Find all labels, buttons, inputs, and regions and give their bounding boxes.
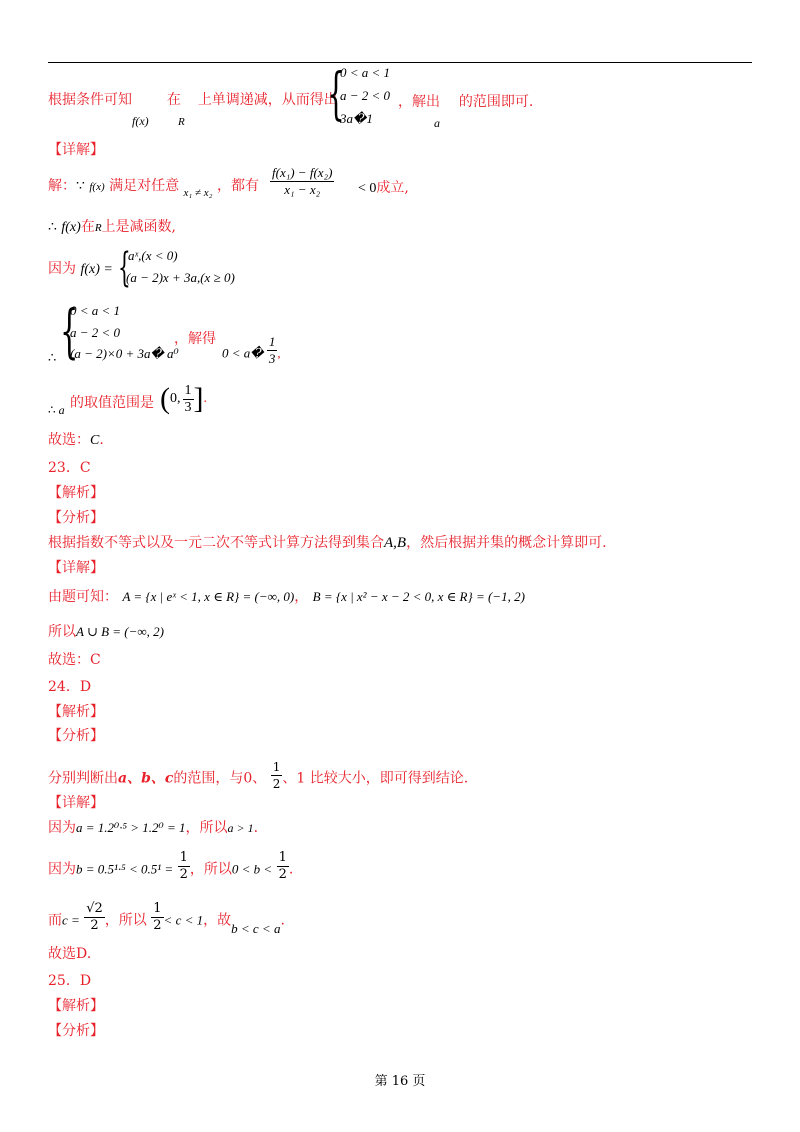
q24-analysis: 分别判断出a、b、c的范围，与0、 $\frac{1}{2}$ 、1 比较大小，即可得到结论.: [48, 760, 469, 791]
analysis-tail: ，解出 的范围即可.: [398, 94, 534, 110]
q24-fenxi: 【分析】: [48, 728, 104, 744]
header-rule: [48, 62, 752, 63]
q25-number: 25．D: [48, 973, 92, 989]
system2-row-2: a − 2 < 0: [70, 325, 121, 340]
q23-analysis: 根据指数不等式以及一元二次不等式计算方法得到集合A,B，然后根据并集的概念计算即可.: [48, 535, 607, 551]
q23-number: 23．C: [48, 460, 91, 476]
choose-22: 故选：C.: [48, 432, 104, 448]
solution-line-1: 解：∵ f(x) 满足对任意 $_{x_1 \ne x_2}$ ，都有: [48, 178, 259, 199]
q23-jiexi: 【解析】: [48, 485, 104, 501]
solve-text: ，解得: [174, 331, 216, 347]
q24-jiexi: 【解析】: [48, 704, 104, 720]
analysis-line: 根据条件可知 在 上单调递减，从而得出: [48, 92, 338, 108]
q25-jiexi: 【解析】: [48, 998, 104, 1014]
definition-brace: {: [118, 245, 131, 291]
system2-row-1: 0 < a < 1: [70, 303, 121, 318]
section-xiangjie: 【详解】: [48, 142, 104, 158]
q24-choose: 故选D.: [48, 946, 92, 962]
definition-case-1: aˣ,(x < 0): [128, 248, 178, 263]
decreasing-line: ∴ f(x)在R上是减函数,: [48, 219, 176, 235]
q23-fenxi: 【分析】: [48, 510, 104, 526]
a-symbol: a: [434, 116, 440, 130]
system-brace: {: [327, 62, 345, 127]
system2-row-3: (a − 2)×0 + 3a� a⁰: [70, 346, 179, 361]
therefore-symbol-2: ∴ a: [48, 403, 65, 417]
q24-line-b: 因为b = 0.5¹·⁵ < 0.5¹ = $\frac{1}{2}$ ，所以0 < b < $\frac{1}{2}$ .: [48, 850, 294, 882]
inequality-fraction: $\frac{\text{f(x₁) − f(x₂)}}{\text{x₁ − x₂}}$: [272, 165, 333, 197]
definition-case-2: (a − 2)x + 3a,(x ≥ 0): [126, 270, 235, 285]
system-row-2: a − 2 < 0: [340, 88, 391, 103]
range-text: 的取值范围是: [70, 395, 154, 411]
page-footer: 第 16 页: [374, 1074, 426, 1089]
system2-brace: {: [60, 297, 79, 365]
q23-sets-line: 由题可知： A = {x | eˣ < 1, x ∈ R} = (−∞, 0)， B = {x | x² − x − 2 < 0, x ∈ R} = (−1, 2): [48, 589, 525, 605]
q24-line-c: 而c = $\frac{√2}{2}$ ，所以 $\frac{1}{2}$ < c < 1，故b < c < a.: [48, 901, 285, 936]
q23-choose: 故选：C: [48, 652, 101, 668]
R-symbol: R: [178, 116, 185, 128]
q24-number: 24．D: [48, 679, 92, 695]
inequality-tail: < 0成立,: [358, 180, 409, 196]
q24-line-a: 因为a = 1.2⁰·⁵ > 1.2⁰ = 1，所以a > 1.: [48, 820, 259, 836]
system-row-3: 3a�1: [340, 111, 373, 126]
fx-symbol: f(x): [132, 114, 149, 128]
range-interval: (0, $\frac{1}{3}$ ].: [160, 382, 207, 415]
q25-fenxi: 【分析】: [48, 1023, 104, 1039]
q23-xiangjie: 【详解】: [48, 560, 104, 576]
system-row-1: 0 < a < 1: [340, 65, 391, 80]
definition-line: 因为 f(x) =: [48, 261, 113, 277]
q23-union-line: 所以A ∪ B = (−∞, 2): [48, 624, 165, 640]
q24-xiangjie: 【详解】: [48, 795, 104, 811]
solve-result: 0 < a� $\frac{1}{3}$ ,: [222, 334, 281, 366]
therefore-symbol: ∴: [48, 350, 57, 365]
